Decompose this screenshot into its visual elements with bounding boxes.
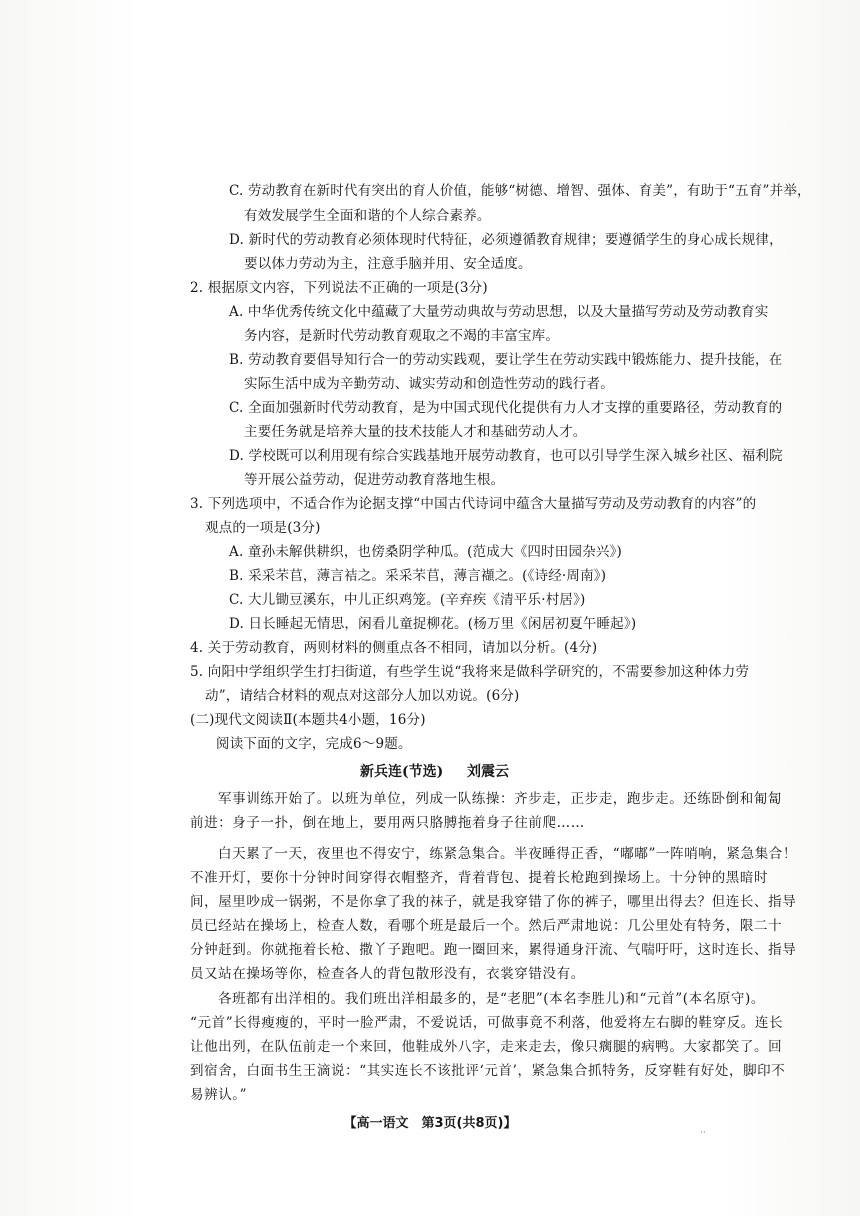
passage-p2-line6: 员又站在操场等你，检查各人的背包散形没有，衣裳穿错没有。 bbox=[190, 966, 585, 982]
q2-stem: 2. 根据原文内容，下列说法不正确的一项是(3分) bbox=[190, 280, 488, 296]
passage-p3-line1: 各班都有出洋相的。我们班出洋相最多的，是“老肥”(本名李胜儿)和“元首”(本名原守)。 bbox=[218, 991, 765, 1007]
q3-stem-line2: 观点的一项是(3分) bbox=[205, 520, 321, 536]
q3-option-d: D. 日长睡起无情思，闲看儿童捉柳花。(杨万里《闲居初夏午睡起》) bbox=[229, 616, 637, 632]
passage-author: 刘震云 bbox=[467, 764, 509, 780]
q1-option-c-line2: 有效发展学生全面和谐的个人综合素养。 bbox=[244, 208, 491, 224]
q5-stem-line1: 5. 向阳中学组织学生打扫街道，有些学生说“我将来是做科学研究的，不需要参加这种体力劳 bbox=[190, 664, 750, 680]
q2-option-c-line2: 主要任务就是培养大量的技术技能人才和基础劳动人才。 bbox=[244, 424, 587, 440]
q2-option-b-line2: 实际生活中成为辛勤劳动、诚实劳动和创造性劳动的践行者。 bbox=[244, 376, 614, 392]
passage-p2-line2: 不准开灯，要你十分钟时间穿得衣帽整齐，背着背包、提着长枪跑到操场上。十分钟的黑暗时 bbox=[190, 870, 769, 886]
passage-p2-line4: 员已经站在操场上，检查人数，看哪个班是最后一个。然后严肃地说：几公里处有特务，限二十 bbox=[190, 918, 783, 934]
q2-option-b-line1: B. 劳动教育要倡导知行合一的劳动实践观，要让学生在劳动实践中锻炼能力、提升技能，在 bbox=[229, 352, 783, 368]
section2-heading: (二)现代文阅读Ⅱ(本题共4小题，16分) bbox=[190, 712, 426, 728]
passage-p3-line3: 让他出列，在队伍前走一个来回，他鞋成外八字，走来走去，像只瘸腿的病鸭。大家都笑了。回 bbox=[190, 1039, 783, 1055]
passage-title bbox=[360, 761, 509, 781]
q3-option-a: A. 童孙未解供耕织，也傍桑阴学种瓜。(范成大《四时田园杂兴》) bbox=[229, 544, 623, 560]
passage-title-text: 新兵连(节选) bbox=[360, 764, 444, 780]
q1-option-c-line1: C. 劳动教育在新时代有突出的育人价值，能够“树德、增智、强体、育美”，有助于“五育”并举， bbox=[229, 183, 811, 199]
q1-option-d-line1: D. 新时代的劳动教育必须体现时代特征，必须遵循教育规律；要遵循学生的身心成长规律， bbox=[229, 232, 783, 248]
q3-stem-line1: 3. 下列选项中，不适合作为论据支撑“中国古代诗词中蕴含大量描写劳动及劳动教育的内容”的 bbox=[190, 496, 757, 512]
passage-p2-line1: 白天累了一天，夜里也不得安宁，练紧急集合。半夜睡得正香，“嘟嘟”一阵哨响，紧急集合！ bbox=[218, 846, 798, 862]
passage-p1-line2: 前进：身子一扑，倒在地上，要用两只胳膊拖着身子往前爬…… bbox=[190, 815, 585, 831]
q2-option-d-line2: 等开展公益劳动，促进劳动教育落地生根。 bbox=[244, 472, 505, 488]
section2-instruction: 阅读下面的文字，完成6～9题。 bbox=[216, 736, 412, 752]
passage-p2-line5: 分钟赶到。你就拖着长枪、撒丫子跑吧。跑一圈回来，累得通身汗流、气喘吁吁，这时连长、指导 bbox=[190, 942, 797, 958]
q2-option-a-line2: 务内容，是新时代劳动教育观取之不竭的丰富宝库。 bbox=[244, 328, 560, 344]
scan-speck: ·· bbox=[700, 1128, 706, 1138]
q5-stem-line2: 动”，请结合材料的观点对这部分人加以劝说。(6分) bbox=[205, 688, 520, 704]
passage-p1-line1: 军事训练开始了。以班为单位，列成一队练操：齐步走，正步走，跑步走。还练卧倒和匍匐 bbox=[218, 791, 782, 807]
page-footer: 【高一语文 第3页(共8页)】 bbox=[343, 1116, 517, 1131]
q3-option-c: C. 大儿锄豆溪东，中儿正织鸡笼。(辛弃疾《清平乐·村居》) bbox=[229, 592, 586, 608]
q3-option-b: B. 采采芣苢，薄言袺之。采采芣苢，薄言襭之。(《诗经·周南》) bbox=[229, 568, 607, 584]
q4-stem: 4. 关于劳动教育，两则材料的侧重点各不相同，请加以分析。(4分) bbox=[190, 640, 598, 656]
q2-option-c-line1: C. 全面加强新时代劳动教育，是为中国式现代化提供有力人才支撑的重要路径，劳动教育的 bbox=[229, 400, 783, 416]
passage-p3-line5: 易辨认。” bbox=[190, 1087, 248, 1103]
passage-p3-line4: 到宿舍，白面书生王滴说：“其实连长不该批评‘元首’，紧急集合抓特务，反穿鞋有好处，脚印不 bbox=[190, 1063, 786, 1079]
q2-option-a-line1: A. 中华优秀传统文化中蕴藏了大量劳动典故与劳动思想，以及大量描写劳动及劳动教育实 bbox=[229, 304, 769, 320]
q2-option-d-line1: D. 学校既可以利用现有综合实践基地开展劳动教育，也可以引导学生深入城乡社区、福利院 bbox=[229, 448, 783, 464]
passage-p2-line3: 间，屋里吵成一锅粥，不是你拿了我的袜子，就是我穿错了你的裤子，哪里出得去？但连长、指导 bbox=[190, 894, 797, 910]
q1-option-d-line2: 要以体力劳动为主，注意手脑并用、安全适度。 bbox=[244, 256, 532, 272]
passage-p3-line2: “元首”长得瘦瘦的，平时一脸严肃，不爱说话，可做事竟不利落，他爱将左右脚的鞋穿反。连长 bbox=[190, 1015, 784, 1031]
